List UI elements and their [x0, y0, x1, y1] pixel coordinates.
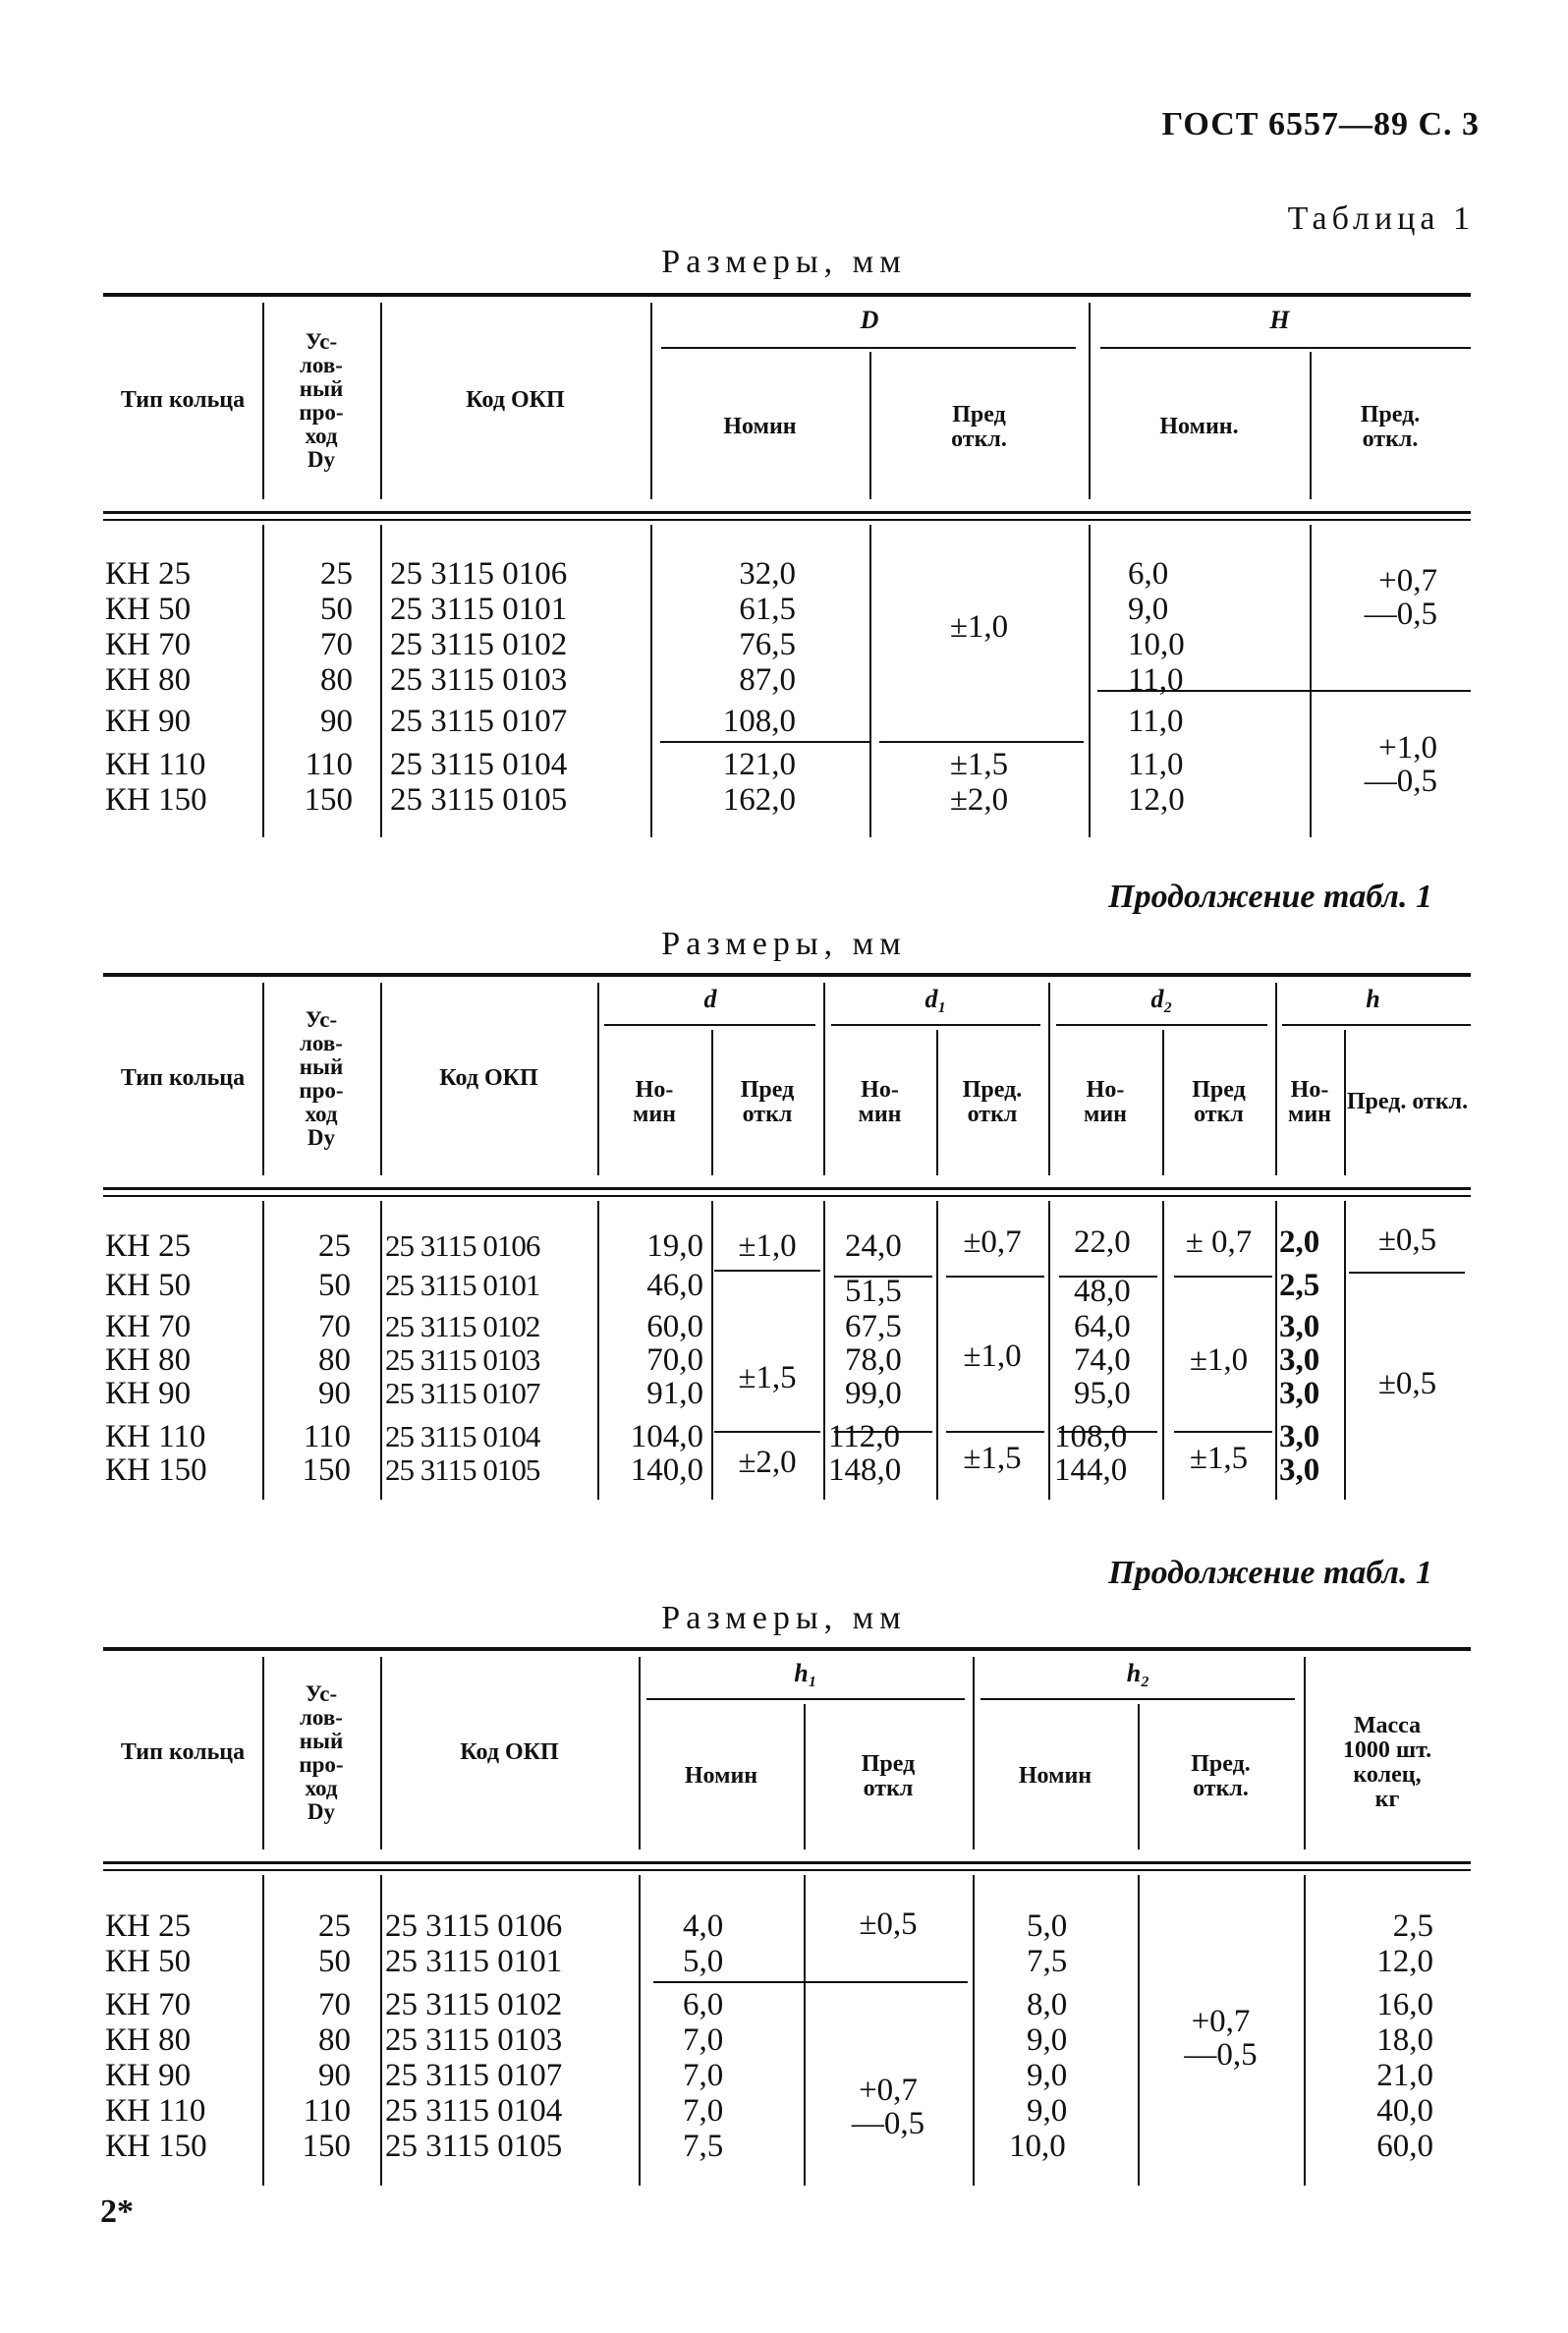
table1-D-80: 87,0	[739, 662, 796, 698]
table3-continuation: Продолжение табл. 1	[1108, 1555, 1432, 1591]
table2-dy-150: 150	[302, 1452, 351, 1488]
header-h2-nom: Номин	[1018, 1763, 1092, 1790]
table3-h2-tol: +0,7 —0,5	[1184, 2004, 1258, 2073]
table2-h-80: 3,0	[1279, 1342, 1320, 1378]
table3-mass-80: 18,0	[1376, 2022, 1433, 2058]
table3-h2-150: 10,0	[1009, 2129, 1066, 2164]
table2-okp-25: 25 3115 0106	[385, 1228, 540, 1263]
table3-okp-25: 25 3115 0106	[385, 1908, 563, 1944]
header-okp: Код ОКП	[460, 1739, 559, 1766]
table1-type-110: КН 110	[105, 747, 206, 782]
table1-dy-25: 25	[320, 556, 353, 592]
table2-dy-25: 25	[318, 1228, 351, 1264]
table1-type-25: КН 25	[105, 556, 192, 592]
table2-d-tol-3: ±2,0	[738, 1445, 797, 1480]
table2-h-tol-2: ±0,5	[1377, 1366, 1437, 1401]
table1-H-tol-2: +1,0 —0,5	[1364, 730, 1437, 799]
table2-d-110: 104,0	[630, 1419, 703, 1454]
table2-type-150: КН 150	[105, 1452, 207, 1488]
header-D-tol: Пред откл.	[951, 401, 1007, 452]
table1-H-150: 12,0	[1128, 782, 1185, 818]
table3-h2-25: 5,0	[1027, 1908, 1068, 1944]
table3-type-80: КН 80	[105, 2022, 192, 2058]
table1-D-tol-1: ±1,0	[949, 609, 1009, 645]
header-passage: Ус- лов- ный про- ход Dу	[299, 1006, 344, 1151]
table3-mass-90: 21,0	[1376, 2058, 1433, 2093]
table1-dy-50: 50	[320, 592, 353, 627]
table2-d1-80: 78,0	[845, 1342, 902, 1378]
table3-h1-110: 7,0	[683, 2093, 724, 2129]
header-D-nom: Номин	[723, 414, 797, 440]
table3-h1-80: 7,0	[683, 2022, 724, 2058]
table3-dy-50: 50	[318, 1944, 351, 1979]
table3-type-90: КН 90	[105, 2058, 192, 2093]
table1-type-70: КН 70	[105, 627, 192, 662]
table3-okp-150: 25 3115 0105	[385, 2129, 563, 2164]
table2-d1-70: 67,5	[845, 1309, 902, 1344]
header-type: Тип кольца	[120, 1065, 246, 1092]
table2-h-70: 3,0	[1279, 1309, 1320, 1344]
table2-d-90: 91,0	[646, 1376, 703, 1411]
table1-okp-80: 25 3115 0103	[390, 662, 568, 698]
table2-d1-90: 99,0	[845, 1376, 902, 1411]
table1-type-50: КН 50	[105, 592, 192, 627]
table2-d1-50: 51,5	[845, 1274, 902, 1309]
table3-dy-70: 70	[318, 1987, 351, 2022]
header-passage: Ус- лов- ный про- ход Dу	[299, 1680, 344, 1825]
header-d1-nom: Но- мин	[858, 1076, 902, 1127]
table2-d2-tol-1: ± 0,7	[1185, 1224, 1253, 1260]
table2-type-110: КН 110	[105, 1419, 206, 1454]
table2-d1-tol-1: ±0,7	[963, 1224, 1022, 1260]
table1-H-25: 6,0	[1128, 556, 1169, 592]
table2-d1-tol-2: ±1,0	[963, 1338, 1022, 1374]
table1-D-90: 108,0	[722, 704, 796, 739]
table3-okp-110: 25 3115 0104	[385, 2093, 563, 2129]
table2-d2-90: 95,0	[1074, 1376, 1131, 1411]
table3-okp-70: 25 3115 0102	[385, 1987, 563, 2022]
header-H-tol: Пред. откл.	[1360, 401, 1421, 452]
table2-dy-80: 80	[318, 1342, 351, 1378]
table1	[103, 293, 1471, 843]
table3-h1-150: 7,5	[683, 2129, 724, 2164]
header-type: Тип кольца	[120, 1739, 246, 1766]
header-H-nom: Номин.	[1159, 414, 1239, 440]
table1-D-50: 61,5	[739, 592, 796, 627]
header-D: D	[860, 306, 879, 335]
table2-okp-80: 25 3115 0103	[385, 1342, 540, 1377]
table1-H-90: 11,0	[1128, 704, 1184, 739]
table2-type-70: КН 70	[105, 1309, 192, 1344]
table1-D-tol-3: ±2,0	[949, 782, 1009, 818]
table2-d2-80: 74,0	[1074, 1342, 1131, 1378]
header-h-nom: Но- мин	[1287, 1076, 1331, 1127]
table1-okp-110: 25 3115 0104	[390, 747, 568, 782]
table3-mass-110: 40,0	[1376, 2093, 1433, 2129]
table3-dy-90: 90	[318, 2058, 351, 2093]
table2-d2-tol-3: ±1,5	[1189, 1441, 1249, 1476]
table2-continuation: Продолжение табл. 1	[1108, 879, 1432, 915]
table1-H-80: 11,0	[1128, 662, 1184, 698]
table1-dy-80: 80	[320, 662, 353, 698]
table2-dy-70: 70	[318, 1309, 351, 1344]
table3-h1-50: 5,0	[683, 1944, 724, 1979]
table2-dy-110: 110	[303, 1419, 351, 1454]
table2-d-80: 70,0	[646, 1342, 703, 1378]
table3-mass-70: 16,0	[1376, 1987, 1433, 2022]
table2-caption: Размеры, мм	[661, 926, 907, 962]
table2-d1-tol-3: ±1,5	[963, 1441, 1022, 1476]
header-d2-nom: Но- мин	[1083, 1076, 1127, 1127]
table3-type-150: КН 150	[105, 2129, 207, 2164]
header-okp: Код ОКП	[439, 1065, 538, 1092]
table2	[103, 973, 1471, 1513]
header-type: Тип кольца	[120, 387, 246, 414]
header-d2: d₂	[1150, 985, 1173, 1014]
table3-okp-90: 25 3115 0107	[385, 2058, 563, 2093]
table3-dy-110: 110	[303, 2093, 351, 2129]
table2-d-tol-2: ±1,5	[738, 1360, 797, 1395]
table3-dy-25: 25	[318, 1908, 351, 1944]
page-footer: 2*	[100, 2193, 134, 2230]
table2-okp-50: 25 3115 0101	[385, 1268, 540, 1302]
table2-d2-50: 48,0	[1074, 1274, 1131, 1309]
table1-dy-150: 150	[304, 782, 353, 818]
table2-h-tol-1: ±0,5	[1377, 1223, 1437, 1258]
header-d-nom: Но- мин	[632, 1076, 676, 1127]
table3-type-25: КН 25	[105, 1908, 192, 1944]
header-h2-tol: Пред. откл.	[1191, 1750, 1251, 1801]
table2-d-150: 140,0	[630, 1452, 703, 1488]
table3-h2-50: 7,5	[1027, 1944, 1068, 1979]
header-h1: h₁	[794, 1659, 817, 1688]
table2-okp-150: 25 3115 0105	[385, 1452, 540, 1487]
header-d1: d₁	[924, 985, 947, 1014]
table2-dy-90: 90	[318, 1376, 351, 1411]
table2-h-90: 3,0	[1279, 1376, 1320, 1411]
table3	[103, 1647, 1471, 2188]
table1-caption: Размеры, мм	[661, 244, 907, 280]
table2-d-tol-1: ±1,0	[738, 1228, 797, 1264]
table-label: Таблица 1	[1287, 200, 1475, 237]
table3-okp-50: 25 3115 0101	[385, 1944, 563, 1979]
header-h-tol: Пред. откл.	[1346, 1089, 1469, 1115]
table2-type-25: КН 25	[105, 1228, 192, 1264]
table2-okp-90: 25 3115 0107	[385, 1376, 540, 1410]
table3-dy-150: 150	[302, 2129, 351, 2164]
table3-h1-70: 6,0	[683, 1987, 724, 2022]
table2-dy-50: 50	[318, 1268, 351, 1303]
table3-h1-90: 7,0	[683, 2058, 724, 2093]
table2-d2-110: 108,0	[1054, 1419, 1128, 1454]
table3-dy-80: 80	[318, 2022, 351, 2058]
table1-H-110: 11,0	[1128, 747, 1184, 782]
table2-type-80: КН 80	[105, 1342, 192, 1378]
table3-mass-50: 12,0	[1376, 1944, 1433, 1979]
table1-H-tol-1: +0,7 —0,5	[1364, 563, 1437, 632]
table3-caption: Размеры, мм	[661, 1600, 907, 1636]
table1-okp-50: 25 3115 0101	[390, 592, 568, 627]
table3-type-110: КН 110	[105, 2093, 206, 2129]
table3-h1-25: 4,0	[683, 1908, 724, 1944]
table3-h2-110: 9,0	[1027, 2093, 1068, 2129]
table3-h2-90: 9,0	[1027, 2058, 1068, 2093]
table2-h-150: 3,0	[1279, 1452, 1320, 1488]
header-h2: h₂	[1126, 1659, 1150, 1688]
table1-D-70: 76,5	[739, 627, 796, 662]
table2-okp-70: 25 3115 0102	[385, 1309, 540, 1343]
table1-type-150: КН 150	[105, 782, 207, 818]
header-d-tol: Пред откл	[740, 1076, 795, 1127]
table2-h-50: 2,5	[1279, 1268, 1320, 1303]
table2-d2-tol-2: ±1,0	[1189, 1342, 1249, 1378]
table2-d2-25: 22,0	[1074, 1224, 1131, 1260]
table1-dy-70: 70	[320, 627, 353, 662]
table2-d-50: 46,0	[646, 1268, 703, 1303]
table1-D-tol-2: ±1,5	[949, 747, 1009, 782]
table2-type-50: КН 50	[105, 1268, 192, 1303]
table2-okp-110: 25 3115 0104	[385, 1419, 540, 1453]
table1-H-50: 9,0	[1128, 592, 1169, 627]
table3-h2-70: 8,0	[1027, 1987, 1068, 2022]
table3-h1-tol-1: ±0,5	[859, 1906, 918, 1942]
table3-mass-150: 60,0	[1376, 2129, 1433, 2164]
page-header: ГОСТ 6557—89 С. 3	[1161, 106, 1480, 142]
table2-d1-25: 24,0	[845, 1228, 902, 1264]
table1-type-90: КН 90	[105, 704, 192, 739]
table3-h1-tol-2: +0,7 —0,5	[851, 2073, 925, 2141]
table3-h2-80: 9,0	[1027, 2022, 1068, 2058]
table1-D-150: 162,0	[722, 782, 796, 818]
header-passage: Ус- лов- ный про- ход Dу	[299, 328, 344, 473]
header-okp: Код ОКП	[466, 387, 565, 414]
header-d: d	[703, 985, 717, 1014]
table2-d-25: 19,0	[646, 1228, 703, 1264]
table2-type-90: КН 90	[105, 1376, 192, 1411]
table2-d1-150: 148,0	[828, 1452, 902, 1488]
table2-d2-70: 64,0	[1074, 1309, 1131, 1344]
header-H: H	[1269, 306, 1290, 335]
header-h: h	[1366, 985, 1380, 1014]
table3-type-50: КН 50	[105, 1944, 192, 1979]
table2-d1-110: 112,0	[828, 1419, 901, 1454]
table1-okp-70: 25 3115 0102	[390, 627, 568, 662]
header-h1-nom: Номин	[684, 1763, 758, 1790]
table1-D-110: 121,0	[722, 747, 796, 782]
table3-okp-80: 25 3115 0103	[385, 2022, 563, 2058]
header-d1-tol: Пред. откл	[962, 1076, 1023, 1127]
table2-h-25: 2,0	[1279, 1224, 1320, 1260]
table1-okp-150: 25 3115 0105	[390, 782, 568, 818]
table2-d2-150: 144,0	[1054, 1452, 1128, 1488]
table2-d-70: 60,0	[646, 1309, 703, 1344]
table3-mass-25: 2,5	[1392, 1908, 1433, 1944]
table3-type-70: КН 70	[105, 1987, 192, 2022]
table1-D-25: 32,0	[739, 556, 796, 592]
table1-okp-90: 25 3115 0107	[390, 704, 568, 739]
header-h1-tol: Пред откл	[861, 1750, 916, 1801]
table1-dy-110: 110	[305, 747, 353, 782]
table1-dy-90: 90	[320, 704, 353, 739]
header-mass: Масса 1000 шт. колец, кг	[1342, 1712, 1432, 1813]
table2-h-110: 3,0	[1279, 1419, 1320, 1454]
header-d2-tol: Пред откл	[1192, 1076, 1246, 1127]
table1-H-70: 10,0	[1128, 627, 1185, 662]
table1-type-80: КН 80	[105, 662, 192, 698]
table1-okp-25: 25 3115 0106	[390, 556, 568, 592]
